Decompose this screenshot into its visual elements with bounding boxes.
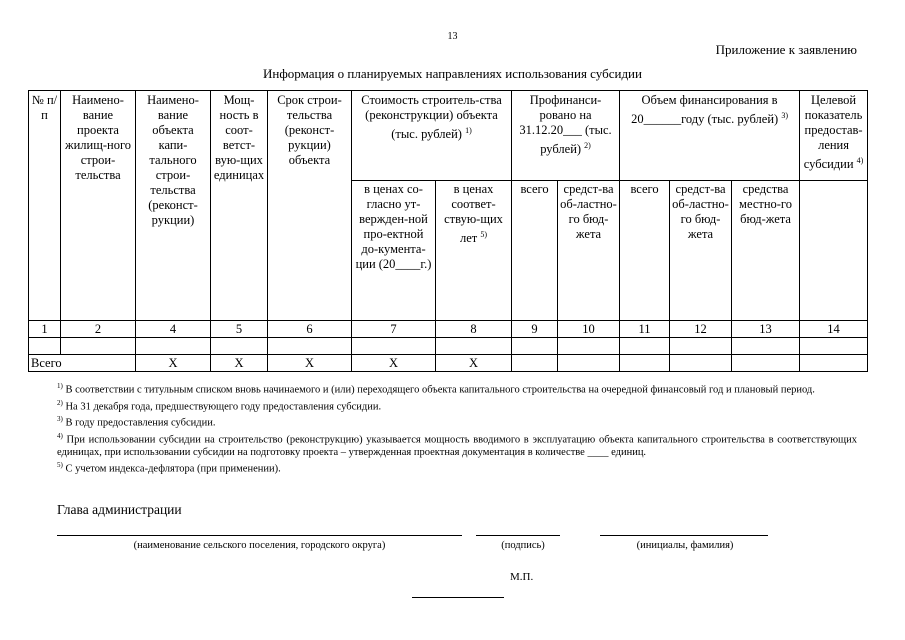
footnote-mark: 5) (57, 461, 63, 469)
header-cost-approved: в ценах со-гласно ут-вержден-ной про-ектной до-кумента-ции (20____г.) (352, 181, 436, 321)
column-number: 2 (61, 321, 136, 338)
footnote-ref-5: 5) (480, 230, 488, 239)
total-cell (732, 355, 800, 372)
header-cost-current (436, 181, 512, 321)
total-cell (800, 355, 868, 372)
table-cell (61, 338, 136, 355)
footnote-mark: 3) (57, 415, 63, 423)
footnote-text: В году предоставления субсидии. (65, 417, 216, 429)
footnote-text: В соответствии с титульным списком вновь начинаемого и (или) переходящего объекта капитального строительства на очередной финансовый год и плановый период. (65, 384, 815, 396)
header-cost-group-text: Стоимость строитель-ства (реконструкции) объекта (тыс. рублей) (361, 93, 502, 142)
footnote (57, 430, 857, 460)
column-number: 7 (352, 321, 436, 338)
column-number: 1 (29, 321, 61, 338)
header-prefin-regional: средст-ва об-ластно-го бюд-жета (558, 181, 620, 321)
footnote-mark: 1) (57, 382, 63, 390)
total-cell: X (211, 355, 268, 372)
column-number: 9 (512, 321, 558, 338)
table-cell (211, 338, 268, 355)
table-cell (512, 338, 558, 355)
footnote (57, 397, 857, 414)
annex-label: Приложение к заявлению (715, 42, 857, 57)
header-target-text: Целевой показатель предостав-ления субсидии (803, 93, 863, 172)
table-cell (29, 338, 61, 355)
column-number: 5 (211, 321, 268, 338)
footnote-text: При использовании субсидии на строительство (реконструкцию) указывается мощность вводимого в эксплуатацию объекта капитального строительства в соответствующих единицах, при использовании субсидии на подготовку проекта – утвержденная проектная документация в количестве ____ единиц. (57, 434, 858, 458)
footnote (57, 380, 857, 397)
header-project: Наимено-вание проекта жилищ-ного строи-тельства (61, 91, 136, 321)
table-cell (732, 338, 800, 355)
signature-line (476, 535, 560, 536)
header-term: Срок строи-тельства (реконст-рукции) объекта (268, 91, 352, 321)
column-number: 11 (620, 321, 670, 338)
total-cell: X (436, 355, 512, 372)
footnote-ref-1: 1) (465, 126, 472, 135)
header-target (800, 91, 868, 181)
footnote-mark: 4) (57, 431, 63, 440)
document-title: Информация о планируемых направлениях использования субсидии (263, 66, 642, 81)
footnote-ref-2: 2) (584, 141, 591, 150)
total-cell (512, 355, 558, 372)
column-number: 6 (268, 321, 352, 338)
head-of-administration-label: Глава администрации (57, 502, 182, 517)
name-line (600, 535, 768, 536)
caption-name: (инициалы, фамилия) (636, 540, 734, 551)
total-cell (670, 355, 732, 372)
total-cell: X (352, 355, 436, 372)
header-prefin-total: всего (512, 181, 558, 321)
header-row (29, 91, 868, 181)
total-cell (620, 355, 670, 372)
table-cell (352, 338, 436, 355)
page-number: 13 (447, 31, 458, 42)
caption-settlement: (наименование сельского поселения, городского округа) (133, 540, 386, 551)
header-volume-local: средства местно-го бюд-жета (732, 181, 800, 321)
header-num: № п/п (29, 91, 61, 321)
subsidy-table (28, 90, 868, 372)
footnote (57, 413, 857, 430)
total-cell: X (268, 355, 352, 372)
footnotes (57, 380, 857, 476)
table-cell (558, 338, 620, 355)
header-prefin-group (512, 91, 620, 181)
footnote-ref-3: 3) (781, 111, 788, 120)
header-target-empty (800, 181, 868, 321)
table-cell (670, 338, 732, 355)
stamp-label: М.П. (510, 571, 534, 583)
total-row (29, 355, 868, 372)
column-number: 12 (670, 321, 732, 338)
header-prefin-group-text: Профинанси-ровано на 31.12.20___ (тыс. рублей) (519, 93, 612, 157)
footnote (57, 459, 857, 476)
table-cell (800, 338, 868, 355)
column-number: 13 (732, 321, 800, 338)
header-cost-current-text: в ценах соответ-ствую-щих лет (444, 182, 503, 246)
header-volume-group (620, 91, 800, 181)
table-cell (436, 338, 512, 355)
header-capacity: Мощ-ность в соот-ветст-вую-щих единицах (211, 91, 268, 321)
column-number: 14 (800, 321, 868, 338)
header-volume-group-text: Объем финансирования в 20______году (тыс. рублей) (631, 93, 779, 127)
caption-signature: (подпись) (501, 540, 545, 551)
column-number: 4 (136, 321, 211, 338)
table-cell (268, 338, 352, 355)
total-label: Всего (29, 355, 136, 372)
data-row-empty (29, 338, 868, 355)
header-volume-regional: средст-ва об-ластно-го бюд-жета (670, 181, 732, 321)
footnote-ref-4: 4) (856, 156, 864, 165)
column-number-row (29, 321, 868, 338)
footnote-mark: 2) (57, 398, 63, 407)
total-cell: X (136, 355, 211, 372)
footnote-text: С учетом индекса-дефлятора (при применении). (65, 463, 281, 475)
table-cell (136, 338, 211, 355)
header-cost-group (352, 91, 512, 181)
table-cell (620, 338, 670, 355)
bottom-rule (412, 597, 504, 598)
column-number: 10 (558, 321, 620, 338)
header-object: Наимено-вание объекта капи-тального строи-тельства (реконст-рукции) (136, 91, 211, 321)
total-cell (558, 355, 620, 372)
footnote-text: На 31 декабря года, предшествующего году предоставления субсидии. (65, 401, 382, 412)
settlement-name-line (57, 535, 462, 536)
header-volume-total: всего (620, 181, 670, 321)
column-number: 8 (436, 321, 512, 338)
